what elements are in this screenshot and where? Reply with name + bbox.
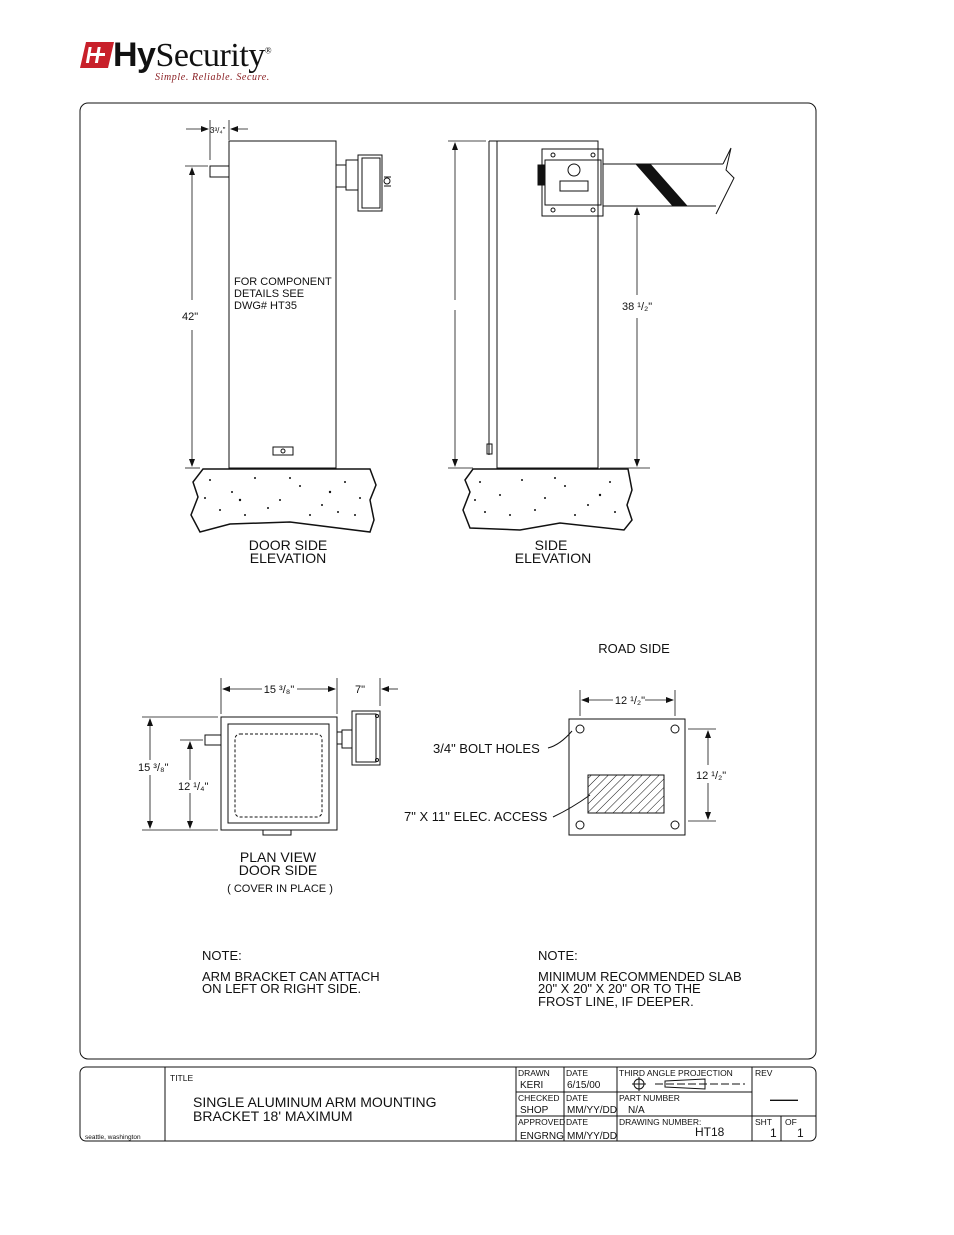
dim-base-height: 12 ¹/₂"	[696, 770, 727, 782]
side-caption-line-1: SIDE	[534, 537, 568, 553]
plan-caption-line-2: DOOR SIDE	[238, 862, 318, 878]
plan-dimensions	[142, 678, 398, 830]
bolt-hole	[671, 821, 679, 829]
drawn-date-label: DATE	[566, 1068, 589, 1078]
concrete-slab-side	[463, 469, 632, 530]
dim-plan-inner: 12 ¹/₄"	[178, 781, 209, 793]
title-line-1: SINGLE ALUMINUM ARM MOUNTING	[193, 1094, 437, 1110]
approved-label: APPROVED	[518, 1117, 566, 1127]
pedestal-side-body	[497, 141, 598, 468]
dim-plan-height: 15 ³/₈"	[138, 762, 169, 774]
dim-base-width: 12 ¹/₂"	[614, 695, 646, 707]
title-line-2: BRACKET 18' MAXIMUM	[193, 1108, 353, 1124]
note-right-line-1: MINIMUM RECOMMENDED SLAB	[538, 969, 742, 984]
elec-access-hatch	[588, 775, 664, 813]
arm-stub	[210, 166, 229, 177]
door-side-caption-line-2: ELEVATION	[249, 550, 327, 566]
plan-subcaption: ( COVER IN PLACE )	[227, 883, 333, 895]
note-left-title: NOTE:	[202, 948, 242, 963]
note-right-line-3: FROST LINE, IF DEEPER.	[538, 994, 694, 1009]
part-number: N/A	[628, 1105, 645, 1116]
of-value: 1	[797, 1126, 804, 1140]
bolt-hole	[671, 725, 679, 733]
plan-view	[205, 711, 380, 835]
drawn-date: 6/15/00	[567, 1080, 601, 1091]
sht-value: 1	[770, 1126, 777, 1140]
registered-mark: ®	[264, 45, 272, 56]
note-left-line-2: ON LEFT OR RIGHT SIDE.	[202, 981, 362, 996]
checked-value: SHOP	[520, 1105, 549, 1116]
location-label: seattle, washington	[85, 1134, 141, 1141]
drawing-number-label: DRAWING NUMBER:	[619, 1117, 702, 1127]
side-elevation	[487, 141, 734, 468]
drawn-value: KERI	[520, 1080, 544, 1091]
component-note-line-3: DWG# HT35	[234, 300, 297, 312]
concrete-texture-door-side	[204, 477, 361, 516]
plan-caption-line-1: PLAN VIEW	[239, 849, 317, 865]
dim-door-top: 3³/₄"	[210, 126, 226, 135]
side-dimensions	[448, 141, 653, 468]
approved-date-label: DATE	[566, 1117, 589, 1127]
dim-plan-width: 15 ³/₈"	[263, 684, 295, 696]
title-label: TITLE	[170, 1073, 194, 1083]
brand-name-rest: Security	[155, 37, 265, 74]
dim-door-height: 42"	[182, 311, 199, 323]
drawing-frame	[80, 103, 816, 1059]
bolt-hole	[576, 821, 584, 829]
approved-date: MM/YY/DD	[567, 1131, 617, 1142]
road-side-label: ROAD SIDE	[598, 641, 670, 656]
rev-label: REV	[755, 1068, 773, 1078]
plan-outline	[221, 717, 337, 830]
approved-value: ENGRNG	[520, 1131, 564, 1142]
component-note-line-1: FOR COMPONENT	[234, 276, 332, 288]
bolt-holes-label: 3/4" BOLT HOLES	[433, 741, 540, 756]
brand-name-bold: Hy	[113, 36, 156, 74]
side-caption-line-2: ELEVATION	[514, 550, 592, 566]
drawing-number: HT18	[695, 1125, 725, 1139]
projection-label: THIRD ANGLE PROJECTION	[619, 1068, 733, 1078]
concrete-texture-side	[474, 477, 616, 516]
elec-access-label: 7" X 11" ELEC. ACCESS	[404, 809, 548, 824]
door-side-caption-line-1: DOOR SIDE	[248, 537, 328, 553]
concrete-slab-door-side	[191, 469, 376, 532]
rev-value: ——	[770, 1091, 798, 1107]
checked-label: CHECKED	[518, 1093, 560, 1103]
bolt-hole	[576, 725, 584, 733]
brand-tagline: Simple. Reliable. Secure.	[155, 72, 270, 83]
base-plate	[548, 719, 685, 835]
part-number-label: PART NUMBER	[619, 1093, 680, 1103]
of-label: OF	[785, 1117, 797, 1127]
component-note-line-2: DETAILS SEE	[234, 288, 305, 300]
note-right-title: NOTE:	[538, 948, 578, 963]
checked-date: MM/YY/DD	[567, 1105, 617, 1116]
checked-date-label: DATE	[566, 1093, 589, 1103]
note-left-line-1: ARM BRACKET CAN ATTACH	[202, 969, 380, 984]
dim-side-height: 38 ¹/₂"	[622, 301, 653, 313]
dim-plan-arm: 7"	[355, 684, 366, 696]
sht-label: SHT	[755, 1117, 772, 1127]
note-right-line-2: 20" X 20" X 20" OR TO THE	[538, 981, 701, 996]
drawn-label: DRAWN	[518, 1068, 550, 1078]
